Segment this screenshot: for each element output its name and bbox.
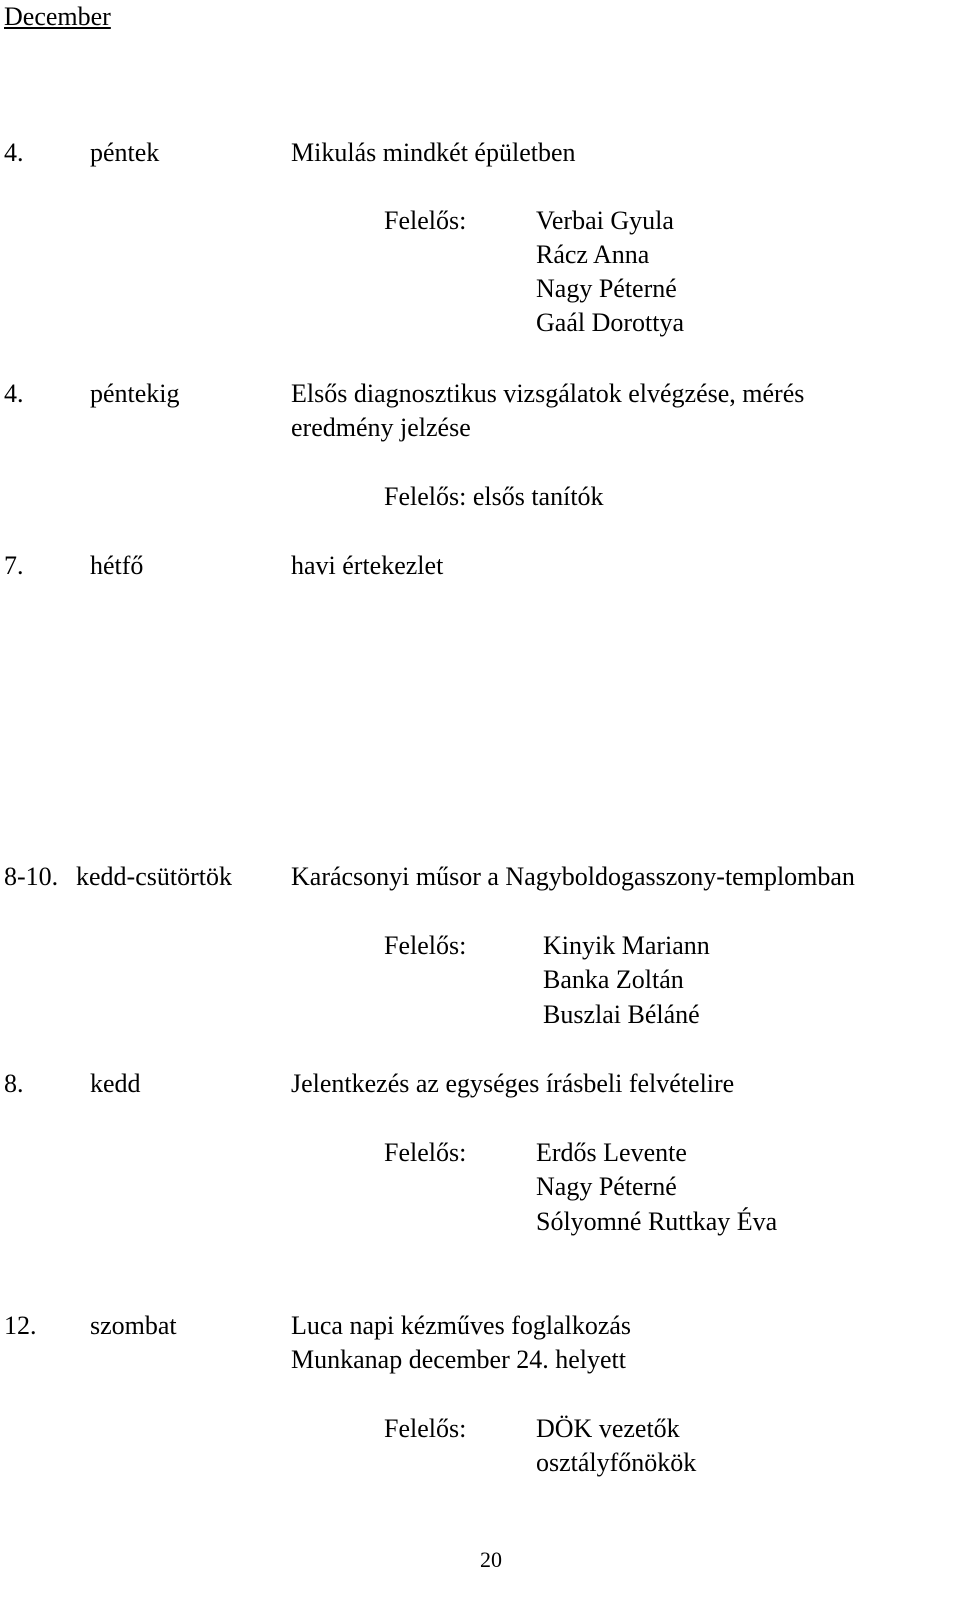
responsible-person: Erdős Levente: [536, 1138, 687, 1167]
entry-day: 4.: [4, 379, 24, 408]
entry-weekday: péntek: [90, 138, 160, 167]
responsible-person: Kinyik Mariann: [543, 931, 710, 960]
entry-description: Jelentkezés az egységes írásbeli felvételire: [291, 1069, 735, 1098]
responsible-person: osztályfőnökök: [536, 1448, 697, 1477]
entry-description: havi értekezlet: [291, 551, 444, 580]
entry-weekday: szombat: [90, 1311, 177, 1340]
entry-description: Mikulás mindkét épületben: [291, 138, 576, 167]
responsible-person: Verbai Gyula: [536, 206, 674, 235]
entry-description: eredmény jelzése: [291, 413, 471, 442]
responsible-person: Nagy Péterné: [536, 1172, 677, 1201]
entry-description: Elsős diagnosztikus vizsgálatok elvégzése, mérés: [291, 379, 805, 408]
responsible-person: Sólyomné Ruttkay Éva: [536, 1207, 778, 1236]
entry-weekday: kedd-csütörtök: [76, 862, 232, 891]
responsible-person: DÖK vezetők: [536, 1414, 680, 1443]
responsible-person: Banka Zoltán: [543, 965, 684, 994]
responsible-person: Rácz Anna: [536, 240, 650, 269]
entry-weekday: péntekig: [90, 379, 180, 408]
entry-day: 4.: [4, 138, 24, 167]
responsible-label: Felelős:: [384, 1414, 467, 1443]
responsible-person: Gaál Dorottya: [536, 308, 685, 337]
responsible-label: Felelős:: [384, 931, 467, 960]
entry-day: 8-10.: [4, 862, 59, 891]
responsible-inline: Felelős: elsős tanítók: [384, 482, 604, 511]
entry-day: 7.: [4, 551, 24, 580]
entry-description: Munkanap december 24. helyett: [291, 1345, 626, 1374]
page-heading: December: [4, 2, 111, 31]
responsible-person: Buszlai Béláné: [543, 1000, 700, 1029]
page-number: 20: [480, 1547, 502, 1572]
entry-weekday: kedd: [90, 1069, 141, 1098]
entry-day: 8.: [4, 1069, 24, 1098]
entry-weekday: hétfő: [90, 551, 144, 580]
entry-day: 12.: [4, 1311, 37, 1340]
responsible-label: Felelős:: [384, 1138, 467, 1167]
responsible-label: Felelős:: [384, 206, 467, 235]
responsible-person: Nagy Péterné: [536, 274, 677, 303]
entry-description: Karácsonyi műsor a Nagyboldogasszony-templomban: [291, 862, 855, 891]
entry-description: Luca napi kézműves foglalkozás: [291, 1311, 632, 1340]
